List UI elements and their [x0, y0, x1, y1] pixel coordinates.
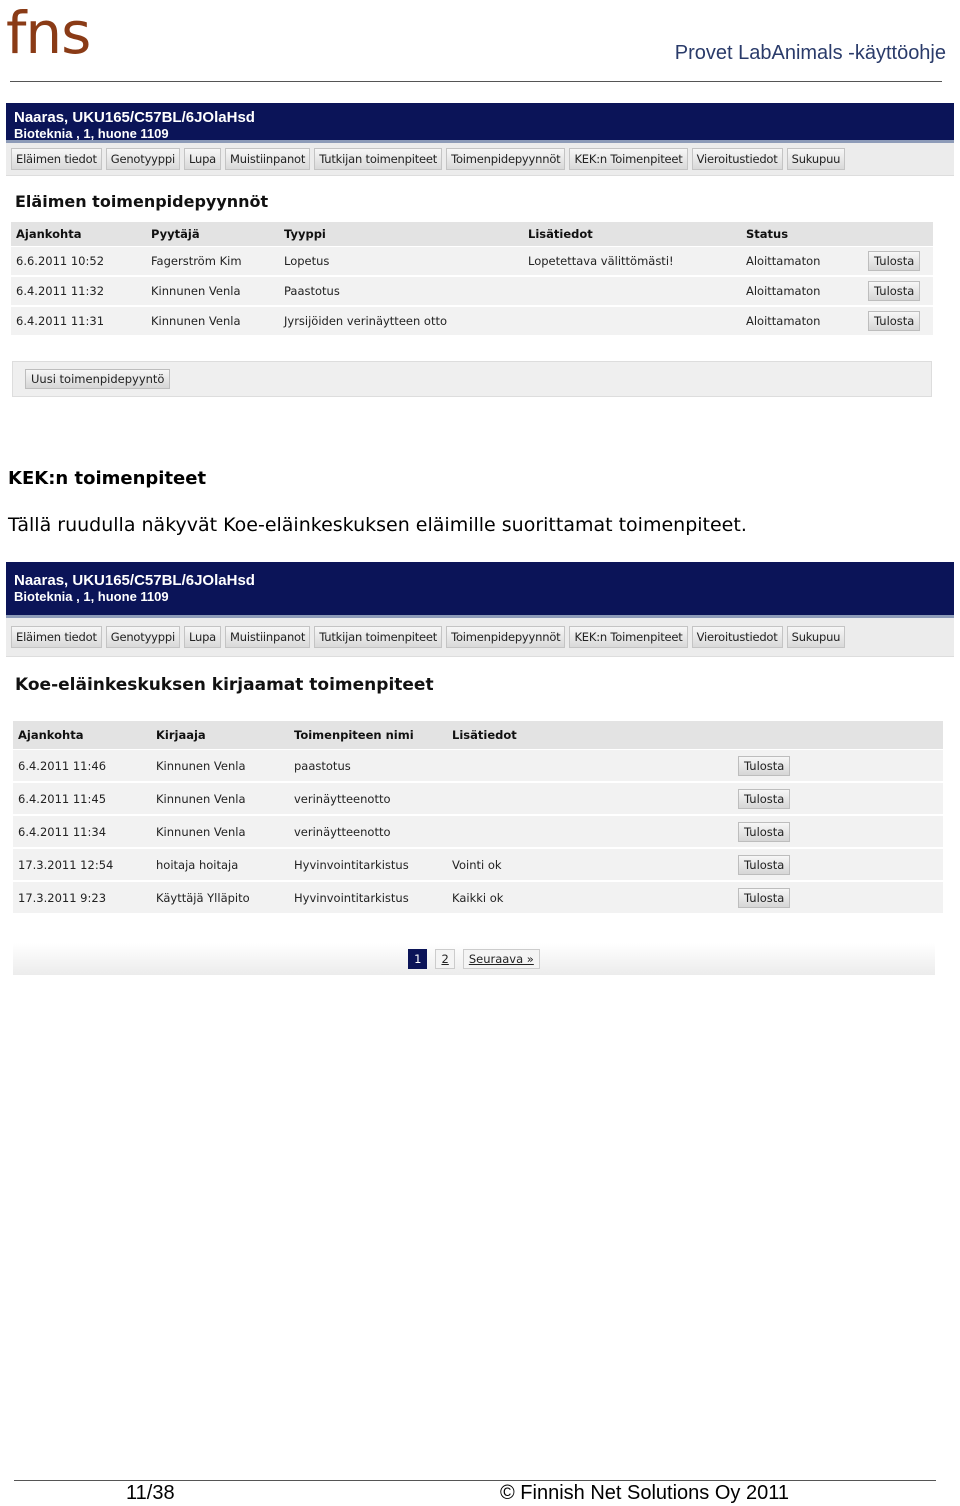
table-row	[13, 782, 943, 815]
cell-requester: Kinnunen Venla	[146, 306, 279, 336]
cell-info	[447, 750, 733, 783]
cell-date: 6.4.2011 11:46	[13, 750, 151, 783]
section-heading: KEK:n toimenpiteet	[8, 468, 207, 489]
cell-recorder: Kinnunen Venla	[151, 782, 289, 815]
print-button[interactable]: Tulosta	[868, 251, 920, 271]
cell-procedure: Hyvinvointitarkistus	[289, 881, 447, 914]
cell-status: Aloittamaton	[741, 247, 863, 277]
cell-status: Aloittamaton	[741, 306, 863, 336]
section-title: Eläimen toimenpidepyynnöt	[15, 192, 269, 211]
col-info: Lisätiedot	[523, 222, 741, 247]
tab-procedure-requests[interactable]: Toimenpidepyynnöt	[446, 148, 565, 170]
cell-info	[523, 276, 741, 306]
new-request-bar	[12, 361, 932, 397]
table-row	[11, 276, 933, 306]
new-request-button[interactable]: Uusi toimenpidepyyntö	[25, 369, 170, 389]
screenshot-requests	[6, 103, 954, 397]
tab-researcher-procedures[interactable]: Tutkijan toimenpiteet	[314, 626, 442, 648]
col-requester: Pyytäjä	[146, 222, 279, 247]
page-2-link[interactable]: 2	[435, 949, 454, 969]
copyright: © Finnish Net Solutions Oy 2011	[500, 1482, 789, 1504]
cell-date: 6.4.2011 11:31	[11, 306, 146, 336]
procedures-table	[13, 721, 943, 915]
pagination	[13, 943, 935, 975]
table-row	[11, 247, 933, 277]
tab-genotype[interactable]: Genotyyppi	[106, 148, 180, 170]
tab-researcher-procedures[interactable]: Tutkijan toimenpiteet	[314, 148, 442, 170]
next-page-link[interactable]: Seuraava »	[463, 949, 540, 969]
cell-requester: Fagerström Kim	[146, 247, 279, 277]
animal-header	[6, 562, 954, 618]
tab-genotype[interactable]: Genotyyppi	[106, 626, 180, 648]
page-number: 11/38	[126, 1482, 175, 1504]
requests-table	[11, 222, 933, 337]
animal-location: Bioteknia , 1, huone 1109	[14, 126, 169, 141]
section-paragraph: Tällä ruudulla näkyvät Koe-eläinkeskuksen eläimille suorittamat toimenpiteet.	[8, 514, 747, 536]
tab-pedigree[interactable]: Sukupuu	[787, 626, 846, 648]
tab-pedigree[interactable]: Sukupuu	[787, 148, 846, 170]
footer-rule	[14, 1480, 936, 1481]
tab-permit[interactable]: Lupa	[184, 626, 221, 648]
print-button[interactable]: Tulosta	[868, 281, 920, 301]
cell-date: 17.3.2011 9:23	[13, 881, 151, 914]
print-button[interactable]: Tulosta	[868, 311, 920, 331]
tab-weaning[interactable]: Vieroitustiedot	[692, 626, 783, 648]
cell-date: 6.4.2011 11:34	[13, 815, 151, 848]
tab-weaning[interactable]: Vieroitustiedot	[692, 148, 783, 170]
page-1-link[interactable]: 1	[408, 949, 427, 969]
cell-status: Aloittamaton	[741, 276, 863, 306]
tab-notes[interactable]: Muistiinpanot	[225, 148, 310, 170]
tab-animal-info[interactable]: Eläimen tiedot	[11, 626, 102, 648]
animal-location: Bioteknia , 1, huone 1109	[14, 589, 169, 604]
cell-recorder: Käyttäjä Ylläpito	[151, 881, 289, 914]
cell-recorder: Kinnunen Venla	[151, 750, 289, 783]
animal-title: Naaras, UKU165/C57BL/6JOlaHsd	[14, 572, 255, 589]
table-row	[13, 881, 943, 914]
tab-kek-procedures[interactable]: KEK:n Toimenpiteet	[569, 148, 687, 170]
cell-info: Kaikki ok	[447, 881, 733, 914]
table-row	[13, 815, 943, 848]
cell-procedure: paastotus	[289, 750, 447, 783]
print-button[interactable]: Tulosta	[738, 822, 790, 842]
col-action	[733, 721, 943, 750]
cell-procedure: verinäytteenotto	[289, 815, 447, 848]
col-info: Lisätiedot	[447, 721, 733, 750]
col-date: Ajankohta	[11, 222, 146, 247]
print-button[interactable]: Tulosta	[738, 888, 790, 908]
tab-bar	[6, 143, 954, 176]
cell-date: 6.4.2011 11:32	[11, 276, 146, 306]
cell-type: Lopetus	[279, 247, 523, 277]
section-title: Koe-eläinkeskuksen kirjaamat toimenpiteet	[15, 675, 434, 695]
tab-kek-procedures[interactable]: KEK:n Toimenpiteet	[569, 626, 687, 648]
cell-recorder: Kinnunen Venla	[151, 815, 289, 848]
tab-notes[interactable]: Muistiinpanot	[225, 626, 310, 648]
cell-info	[447, 815, 733, 848]
col-status: Status	[741, 222, 863, 247]
cell-date: 6.6.2011 10:52	[11, 247, 146, 277]
animal-header	[6, 103, 954, 143]
cell-requester: Kinnunen Venla	[146, 276, 279, 306]
cell-date: 17.3.2011 12:54	[13, 848, 151, 881]
cell-info: Vointi ok	[447, 848, 733, 881]
fns-logo: fns	[6, 0, 91, 67]
cell-type: Paastotus	[279, 276, 523, 306]
print-button[interactable]: Tulosta	[738, 789, 790, 809]
table-row	[11, 306, 933, 336]
col-type: Tyyppi	[279, 222, 523, 247]
print-button[interactable]: Tulosta	[738, 855, 790, 875]
tab-animal-info[interactable]: Eläimen tiedot	[11, 148, 102, 170]
cell-info	[523, 306, 741, 336]
table-row	[13, 750, 943, 783]
cell-procedure: Hyvinvointitarkistus	[289, 848, 447, 881]
col-action	[863, 222, 933, 247]
document-title: Provet LabAnimals -käyttöohje	[674, 42, 946, 64]
cell-date: 6.4.2011 11:45	[13, 782, 151, 815]
cell-info: Lopetettava välittömästi!	[523, 247, 741, 277]
col-recorder: Kirjaaja	[151, 721, 289, 750]
tab-permit[interactable]: Lupa	[184, 148, 221, 170]
animal-title: Naaras, UKU165/C57BL/6JOlaHsd	[14, 109, 255, 126]
screenshot-kek-procedures	[6, 562, 954, 975]
tab-procedure-requests[interactable]: Toimenpidepyynnöt	[446, 626, 565, 648]
cell-procedure: verinäytteenotto	[289, 782, 447, 815]
cell-info	[447, 782, 733, 815]
header-rule	[10, 81, 942, 82]
col-procedure-name: Toimenpiteen nimi	[289, 721, 447, 750]
col-date: Ajankohta	[13, 721, 151, 750]
cell-recorder: hoitaja hoitaja	[151, 848, 289, 881]
cell-type: Jyrsijöiden verinäytteen otto	[279, 306, 523, 336]
table-row	[13, 848, 943, 881]
tab-bar	[6, 618, 954, 657]
print-button[interactable]: Tulosta	[738, 756, 790, 776]
